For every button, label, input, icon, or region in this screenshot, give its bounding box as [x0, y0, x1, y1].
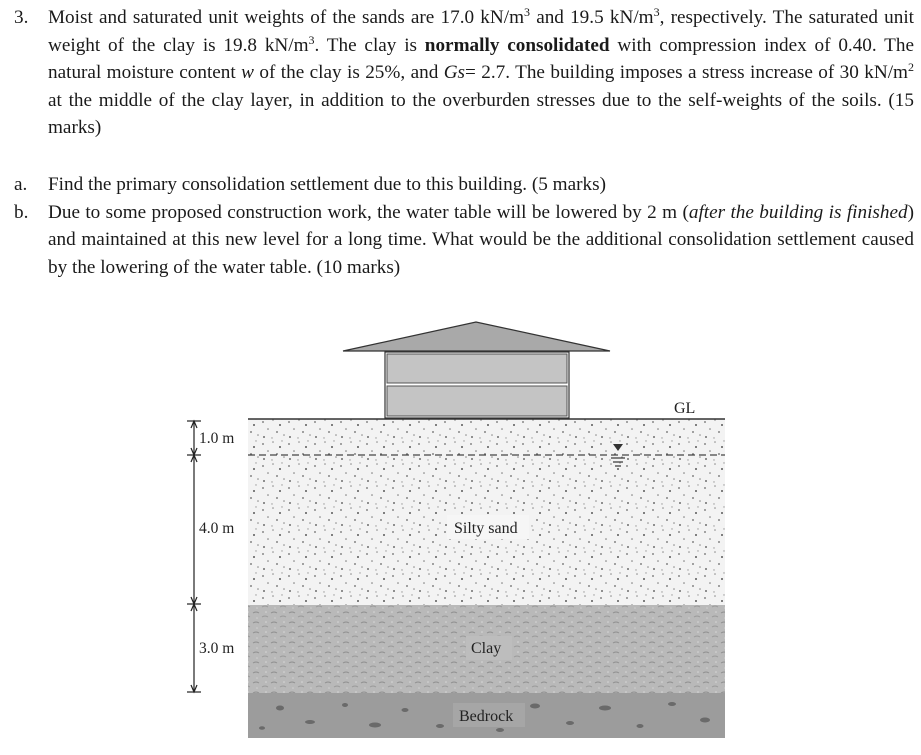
building-floor-upper: [387, 354, 567, 383]
question-body: Moist and saturated unit weights of the sands are 17.0 $kN/m^3$ and 19.5 $kN/m^3$, respectively. The saturated unit weight of the clay is 19.8 $kN/m^3$. The clay is normally consolidated with compression index of 0.40. The natural moisture content w of the clay is 25%, and Gs= 2.7. The building imposes a stress increase of 30 $kN/m^2$ at the middle of the clay layer, in addition to the overburden stresses due to the self-weights of the soils. (15 marks): [48, 5, 914, 138]
bedrock-label: Bedrock: [459, 708, 514, 725]
gl-label: GL: [674, 400, 696, 417]
silty-sand-label: Silty sand: [454, 520, 518, 537]
building-roof: [343, 322, 610, 351]
silty-sand-layer: [248, 419, 725, 605]
clay-label: Clay: [471, 640, 502, 657]
emphasis-normally-consolidated: normally consolidated: [424, 34, 610, 56]
dim-label-1m: 1.0 m: [199, 430, 235, 447]
part-a-label: a.: [14, 174, 28, 195]
part-b-label: b.: [14, 201, 29, 223]
dim-label-3m: 3.0 m: [199, 640, 235, 657]
part-a-text: Find the primary consolidation settlement due to this building. (5 marks): [48, 174, 606, 195]
building: [343, 322, 610, 418]
part-b-text: Due to some proposed construction work, the water table will be lowered by 2 m (after the building is finished) and maintained at this new level for a long time. What would be the additional consolidation settlement caused by the lowering of the water table. (10 marks): [48, 201, 914, 278]
question-number: 3.: [14, 7, 29, 28]
dim-label-4m: 4.0 m: [199, 520, 235, 537]
building-floor-lower: [387, 386, 567, 416]
